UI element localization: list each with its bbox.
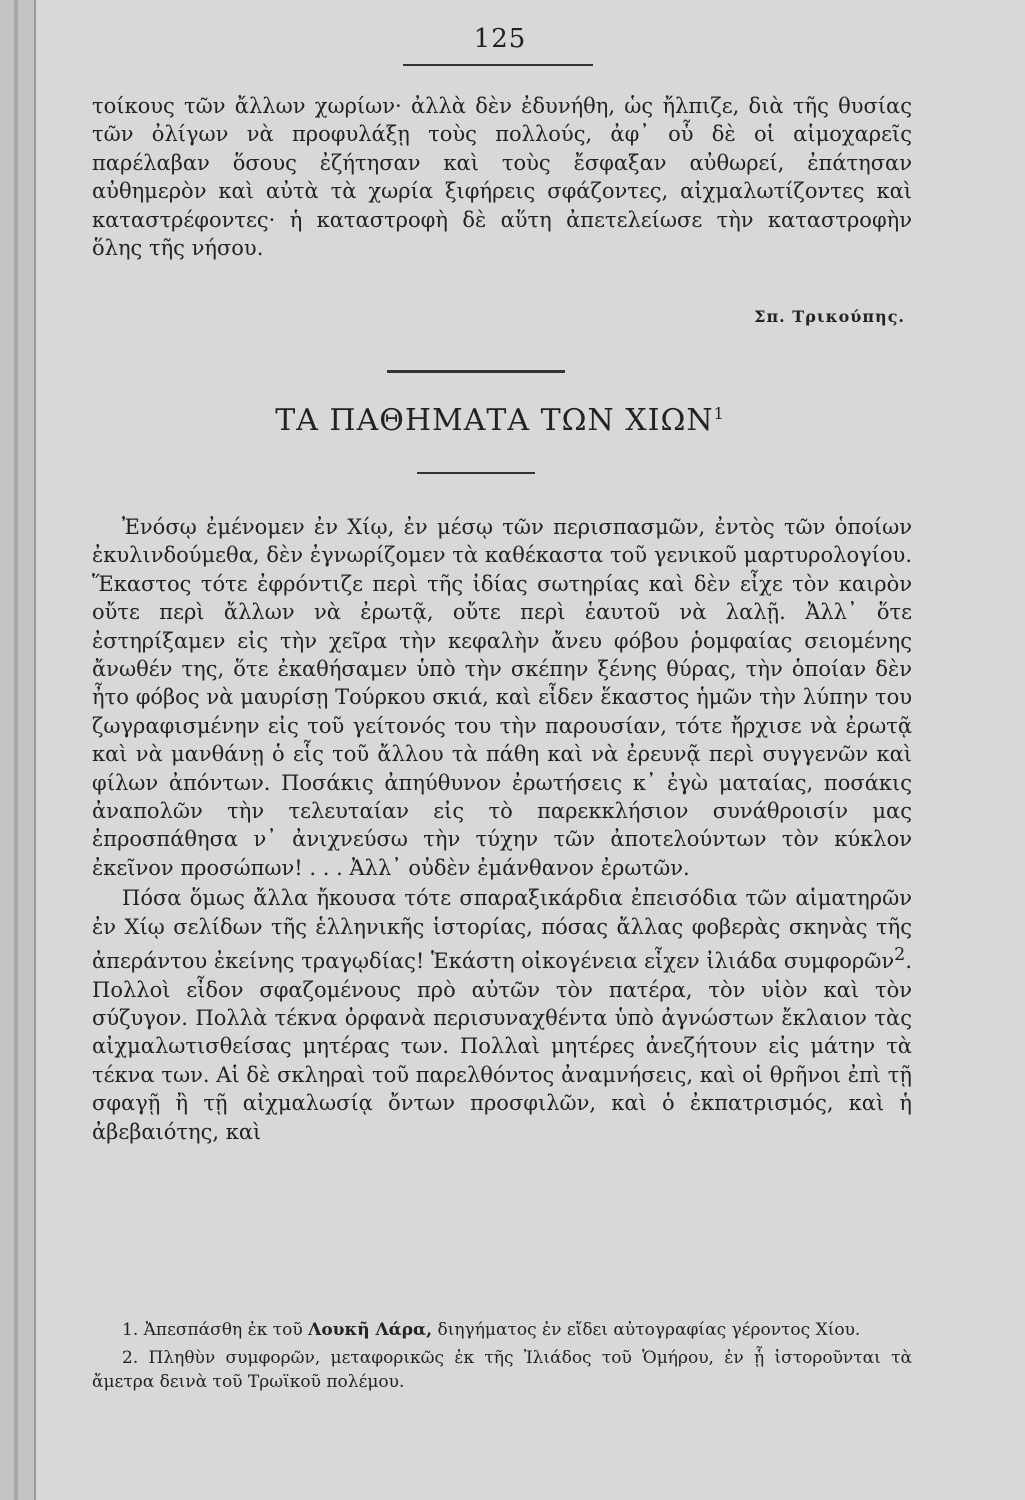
binding-gutter bbox=[14, 0, 18, 1500]
footnote-1 bbox=[92, 1318, 912, 1342]
footnotes bbox=[92, 1318, 912, 1398]
footnote-1-author: Λουκῆ Λάρα, bbox=[308, 1320, 433, 1340]
paragraph-2: Πόσα ὅμως ἄλλα ἤκουσα τότε σπαραξικάρδια ἐπεισόδια τῶν αἱματηρῶν ἐν Χίῳ σελίδων τῆς ἑλληνικῆς ἱστορίας, πόσας ἄλλας φοβερὰς σκηνὰς τῆς ἀπεράντου ἐκείνης τραγῳδίας! Ἑκάστη οἰκογένεια εἶχεν ἰλιάδα συμφορῶν$^2$. Πολλοὶ εἶδον σφαζομένους πρὸ αὐτῶν τὸν πατέρα, τὸν υἱὸν καὶ τὸν σύζυγον. Πολλὰ τέκνα ὀρφανὰ περισυναχθέντα ὑπὸ ἀγνώστων ἔκλαιον τὰς αἰχμαλωτισθείσας μητέρας των. Πολλαὶ μητέρες ἀνεζήτουν εἰς μάτην τὰ τέκνα των. Αἱ δὲ σκληραὶ τοῦ παρελθόντος ἀναμνήσεις, καὶ οἱ θρῆνοι ἐπὶ τῇ σφαγῇ ἢ τῇ αἰχμαλωσίᾳ ὄντων προσφιλῶν, καὶ ὁ ἐκπατρισμός, καὶ ἡ ἀβεβαιότης, καὶ bbox=[92, 886, 912, 1144]
paragraph-2-footnote-marker: 2 bbox=[894, 945, 906, 966]
page-number-rule bbox=[403, 64, 593, 66]
paragraph-1: Ἐνόσῳ ἐμένομεν ἐν Χίῳ, ἐν μέσῳ τῶν περισπασμῶν, ἐντὸς τῶν ὁποίων ἐκυλινδούμεθα, δὲν ἐγνωρίζομεν τὰ καθέκαστα τοῦ γενικοῦ μαρτυρολογίου. Ἕκαστος τότε ἐφρόντιζε περὶ τῆς ἰδίας σωτηρίας καὶ δὲν εἶχε τὸν καιρὸν οὔτε περὶ ἄλλων νὰ ἐρωτᾷ, οὔτε περὶ ἑαυτοῦ νὰ λαλῇ. Ἀλλ᾽ ὅτε ἐστηρίξαμεν εἰς τὴν χεῖρα τὴν κεφαλὴν ἄνευ φόβου ῥομφαίας σειομένης ἄνωθέν της, ὅτε ἐκαθήσαμεν ὑπὸ τὴν σκέπην ξένης θύρας, τὴν ὁποίαν δὲν ἦτο φόβος νὰ μαυρίσῃ Τούρκου σκιά, καὶ εἶδεν ἕκαστος ἡμῶν τὴν λύπην του ζωγραφισμένην εἰς τοῦ γείτονός του τὴν παρουσίαν, τότε ἤρχισε νὰ ἐρωτᾷ καὶ νὰ μανθάνῃ ὁ εἷς τοῦ ἄλλου τὰ πάθη καὶ νὰ ἐρευνᾷ περὶ συγγενῶν καὶ φίλων ἀπόντων. Ποσάκις ἀπηύθυνον ἐρωτήσεις κ᾽ ἐγὼ ματαίας, ποσάκις ἀναπολῶν τὴν τελευταίαν εἰς τὸ παρεκκλήσιον συνάθροισίν μας ἐπροσπάθησα ν᾽ ἀνιχνεύσω τὴν τύχην τῶν ἀποτελούντων τὸν κύκλον ἐκεῖνον προσώπων! . . . Ἀλλ᾽ οὐδὲν ἐμάνθανον ἐρωτῶν. bbox=[92, 515, 912, 880]
paragraph-2-part-2: Πολλοὶ εἶδον σφαζομένους πρὸ αὐτῶν τὸν πατέρα, τὸν υἱὸν καὶ τὸν σύζυγον. Πολλὰ τέκνα ὀρφανὰ περισυναχθέντα ὑπὸ ἀγνώστων ἔκλαιον τὰς αἰχμαλωτισθείσας μητέρας των. Πολλαὶ μητέρες ἀνεζήτουν εἰς μάτην τὰ τέκνα των. Αἱ δὲ σκληραὶ τοῦ παρελθόντος ἀναμνήσεις, καὶ οἱ θρῆνοι ἐπὶ τῇ σφαγῇ ἢ τῇ αἰχμαλωσίᾳ ὄντων προσφιλῶν, καὶ ὁ ἐκπατρισμός, καὶ ἡ ἀβεβαιότης, καὶ bbox=[92, 977, 912, 1144]
section-title-text: ΤΑ ΠΑΘΗΜΑΤΑ ΤΩΝ ΧΙΩΝ bbox=[275, 403, 714, 438]
footnote-1-text-after: διηγήματος ἐν εἴδει αὐτογραφίας γέροντος Χίου. bbox=[437, 1320, 861, 1340]
footnote-2-text: Πληθὺν συμφορῶν, μεταφορικῶς ἐκ τῆς Ἰλιάδος τοῦ Ὁμήρου, ἐν ᾗ ἱστοροῦνται τὰ ἄμετρα δεινὰ τοῦ Τρωϊκοῦ πολέμου. bbox=[92, 1348, 912, 1392]
author-signature: Σπ. Τρικούπης. bbox=[754, 307, 905, 326]
continued-paragraph: τοίκους τῶν ἄλλων χωρίων· ἀλλὰ δὲν ἐδυνήθη, ὡς ἤλπιζε, διὰ τῆς θυσίας τῶν ὀλίγων νὰ προφυλάξῃ τοὺς πολλούς, ἀφ᾽ οὗ δὲ οἱ αἱμοχαρεῖς παρέλαβαν ὅσους ἐζήτησαν καὶ τοὺς ἔσφαξαν αὐθωρεί, ἐπάτησαν αὐθημερὸν καὶ αὐτὰ τὰ χωρία ξιφήρεις σφάζοντες, αἰχμαλωτίζοντες καὶ καταστρέφοντες· ἡ καταστροφὴ δὲ αὕτη ἀπετελείωσε τὴν καταστροφὴν ὅλης τῆς νήσου. bbox=[92, 94, 912, 261]
section-title bbox=[180, 403, 820, 438]
title-underline-rule bbox=[417, 472, 535, 474]
footnote-1-number: 1. bbox=[122, 1320, 139, 1340]
section-title-footnote-marker: 1 bbox=[713, 404, 725, 423]
section-divider bbox=[387, 370, 565, 373]
paragraph-2-part-1: Πόσα ὅμως ἄλλα ἤκουσα τότε σπαραξικάρδια ἐπεισόδια τῶν αἱματηρῶν ἐν Χίῳ σελίδων τῆς ἑλληνικῆς ἱστορίας, πόσας ἄλλας φοβερὰς σκηνὰς τῆς ἀπεράντου ἐκείνης τραγῳδίας! Ἑκάστη οἰκογένεια εἶχεν ἰλιάδα συμφορῶν bbox=[92, 886, 912, 974]
adjacent-page-edge bbox=[0, 0, 36, 1500]
footnote-1-text-before: Ἀπεσπάσθη ἐκ τοῦ bbox=[143, 1320, 303, 1340]
page-number: 125 bbox=[473, 24, 527, 54]
footnote-2 bbox=[92, 1346, 912, 1394]
continued-text-block bbox=[92, 92, 912, 262]
footnote-2-number: 2. bbox=[122, 1348, 139, 1368]
main-text-block bbox=[92, 513, 912, 1146]
